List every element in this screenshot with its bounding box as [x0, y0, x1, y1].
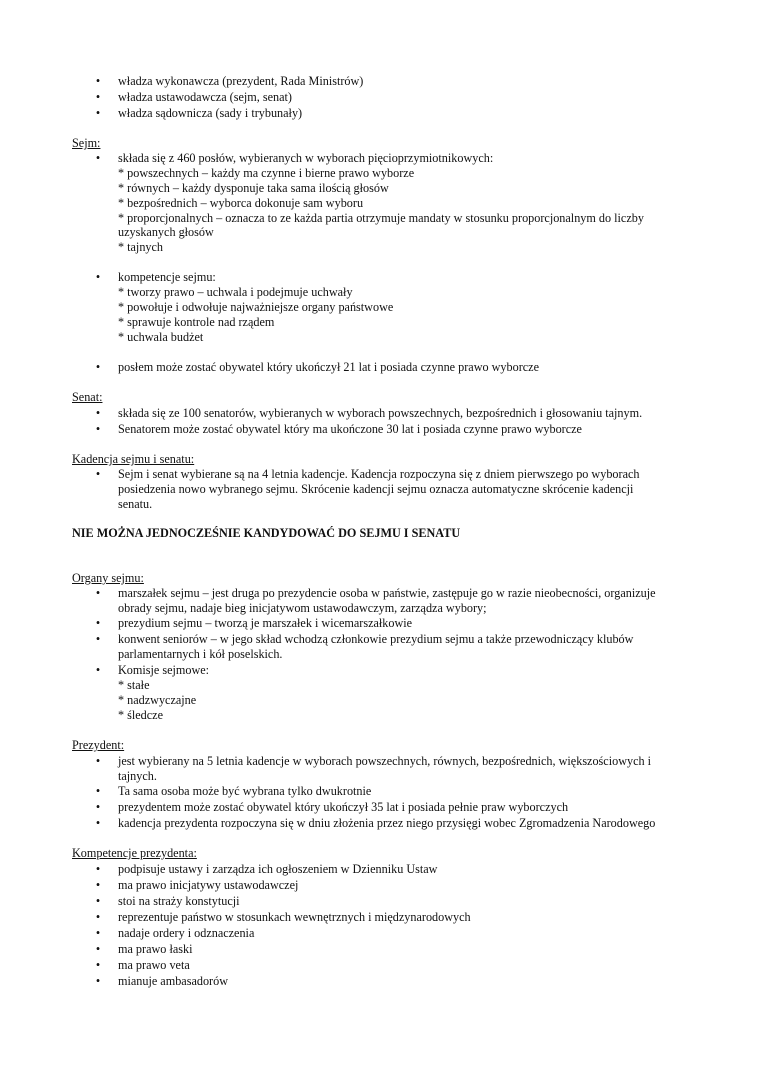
bullet-marker: • [95, 106, 101, 120]
list-item-text: * sprawuje kontrole nad rządem [118, 315, 275, 329]
list-item-text: tajnych. [118, 769, 157, 783]
bullet-marker: • [95, 878, 101, 892]
list-item-text: Sejm i senat wybierane są na 4 letnia kadencje. Kadencja rozpoczyna się z dniem pierwszego po wyborach [118, 467, 640, 481]
section-heading-sejm: Sejm: [72, 136, 101, 150]
list-item-text: ma prawo inicjatywy ustawodawczej [118, 878, 299, 892]
bullet-marker: • [95, 926, 101, 940]
list-item-text: Ta sama osoba może być wybrana tylko dwukrotnie [118, 784, 372, 798]
list-item-text: * nadzwyczajne [118, 693, 197, 707]
list-item-text: * śledcze [118, 708, 164, 722]
list-item-text: parlamentarnych i kół poselskich. [118, 647, 283, 661]
bullet-marker: • [95, 616, 101, 630]
bullet-marker: • [95, 800, 101, 814]
list-item-text: prezydium sejmu – tworzą je marszałek i wicemarszałkowie [118, 616, 413, 630]
bullet-marker: • [95, 586, 101, 600]
list-item-text: jest wybierany na 5 letnia kadencje w wyborach powszechnych, równych, bezpośrednich, większościowych i [118, 754, 652, 768]
list-item-text: składa się ze 100 senatorów, wybieranych w wyborach powszechnych, bezpośrednich i głosowaniu tajnym. [118, 406, 643, 420]
list-item-text: * tworzy prawo – uchwala i podejmuje uchwały [118, 285, 353, 299]
bullet-marker: • [95, 151, 101, 165]
bullet-marker: • [95, 270, 101, 284]
bullet-marker: • [95, 90, 101, 104]
bullet-marker: • [95, 910, 101, 924]
bullet-marker: • [95, 784, 101, 798]
section-heading-kompetencje: Kompetencje prezydenta: [72, 846, 197, 860]
list-item-text: * stałe [118, 678, 150, 692]
bullet-marker: • [95, 663, 101, 677]
notice-heading: NIE MOŻNA JEDNOCZEŚNIE KANDYDOWAĆ DO SEJMU I SENATU [72, 526, 461, 540]
bullet-marker: • [95, 958, 101, 972]
list-item-text: * powszechnych – każdy ma czynne i bierne prawo wyborze [118, 166, 415, 180]
list-item-text: marszałek sejmu – jest druga po prezydencie osoba w państwie, zastępuje go w razie nieobecności, organizuje [118, 586, 656, 600]
list-item-text: władza ustawodawcza (sejm, senat) [118, 90, 292, 104]
bullet-marker: • [95, 894, 101, 908]
list-item-text: władza wykonawcza (prezydent, Rada Ministrów) [118, 74, 364, 88]
list-item-text: * proporcjonalnych – oznacza to ze każda partia otrzymuje mandaty w stosunku proporcjonalnym do liczby [118, 211, 644, 225]
list-item-text: * bezpośrednich – wyborca dokonuje sam wyboru [118, 196, 364, 210]
bullet-marker: • [95, 816, 101, 830]
list-item-text: mianuje ambasadorów [118, 974, 228, 988]
list-item-text: władza sądownicza (sady i trybunały) [118, 106, 303, 120]
bullet-marker: • [95, 467, 101, 481]
list-item-text: kompetencje sejmu: [118, 270, 216, 284]
section-heading-prezydent: Prezydent: [72, 738, 125, 752]
bullet-marker: • [95, 862, 101, 876]
bullet-marker: • [95, 406, 101, 420]
list-item-text: * tajnych [118, 240, 164, 254]
list-item-text: * równych – każdy dysponuje taka sama ilością głosów [118, 181, 389, 195]
list-item-text: konwent seniorów – w jego skład wchodzą członkowie prezydium sejmu a także przewodniczący klubów [118, 632, 634, 646]
list-item-text: Komisje sejmowe: [118, 663, 210, 677]
list-item-text: uzyskanych głosów [118, 225, 214, 239]
list-item-text: ma prawo łaski [118, 942, 193, 956]
list-item-text: kadencja prezydenta rozpoczyna się w dniu złożenia przez niego przysięgi wobec Zgromadzenia Narodowego [118, 816, 656, 830]
bullet-marker: • [95, 754, 101, 768]
section-heading-senat: Senat: [72, 390, 103, 404]
list-item-text: senatu. [118, 497, 153, 511]
section-heading-kadencja: Kadencja sejmu i senatu: [72, 452, 195, 466]
list-item-text: stoi na straży konstytucji [118, 894, 240, 908]
section-heading-organy: Organy sejmu: [72, 571, 144, 585]
bullet-marker: • [95, 74, 101, 88]
bullet-marker: • [95, 360, 101, 374]
list-item-text: posłem może zostać obywatel który ukończył 21 lat i posiada czynne prawo wyborcze [118, 360, 540, 374]
list-item-text: obrady sejmu, nadaje bieg inicjatywom ustawodawczym, zarządza wybory; [118, 601, 487, 615]
bullet-marker: • [95, 942, 101, 956]
list-item-text: posiedzenia nowo wybranego sejmu. Skrócenie kadencji sejmu oznacza automatyczne skrócenie kadencji [118, 482, 634, 496]
bullet-marker: • [95, 422, 101, 436]
bullet-marker: • [95, 632, 101, 646]
list-item-text: Senatorem może zostać obywatel który ma ukończone 30 lat i posiada czynne prawo wyborcze [118, 422, 582, 436]
list-item-text: reprezentuje państwo w stosunkach wewnętrznych i międzynarodowych [118, 910, 471, 924]
list-item-text: nadaje ordery i odznaczenia [118, 926, 255, 940]
bullet-marker: • [95, 974, 101, 988]
list-item-text: * powołuje i odwołuje najważniejsze organy państwowe [118, 300, 394, 314]
list-item-text: prezydentem może zostać obywatel który ukończył 35 lat i posiada pełnie praw wyborczych [118, 800, 569, 814]
list-item-text: podpisuje ustawy i zarządza ich ogłoszeniem w Dzienniku Ustaw [118, 862, 438, 876]
list-item-text: ma prawo veta [118, 958, 190, 972]
list-item-text: * uchwala budżet [118, 330, 204, 344]
list-item-text: składa się z 460 posłów, wybieranych w wyborach pięcioprzymiotnikowych: [118, 151, 494, 165]
